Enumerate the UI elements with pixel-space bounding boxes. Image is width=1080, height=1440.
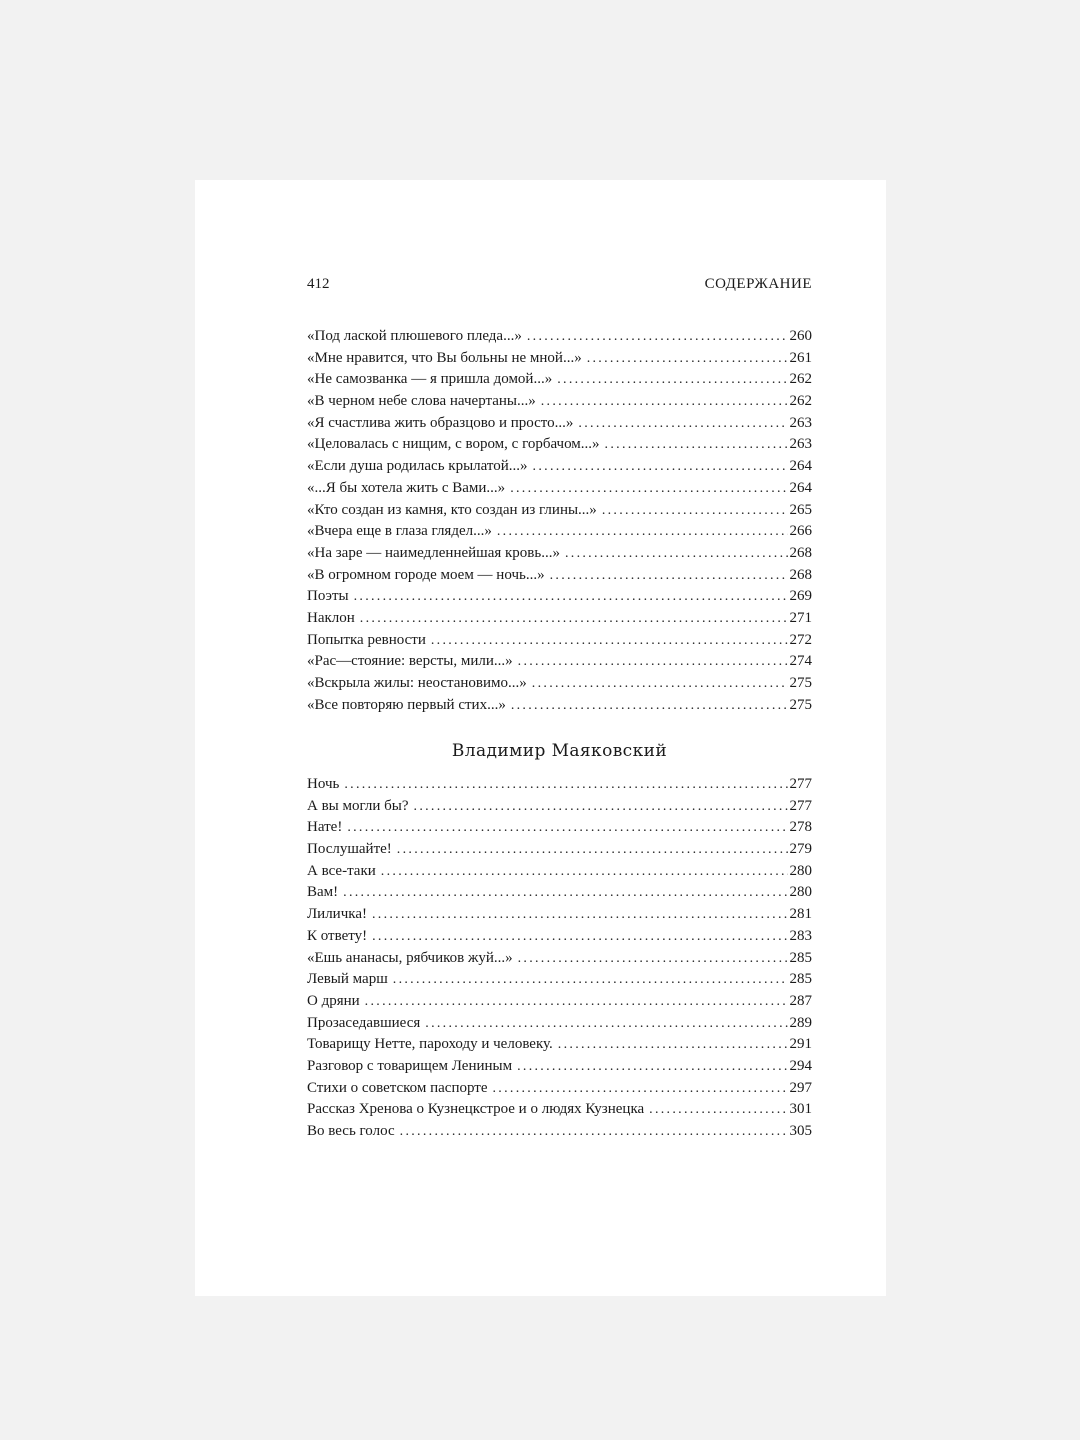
toc-leader-dots bbox=[649, 1099, 787, 1121]
toc-entry-title: Вам! bbox=[307, 884, 339, 901]
toc-entry-page: 263 bbox=[789, 436, 812, 453]
toc-entry-page: 272 bbox=[789, 631, 812, 648]
toc-entry bbox=[307, 991, 812, 1013]
toc-entry-title: А вы могли бы? bbox=[307, 797, 409, 814]
toc-entry-title: Левый марш bbox=[307, 971, 388, 988]
toc-leader-dots bbox=[400, 1121, 788, 1143]
toc-entry bbox=[307, 839, 812, 861]
section-heading: Владимир Маяковский bbox=[451, 741, 668, 761]
toc-entry bbox=[307, 1099, 812, 1121]
toc-entry bbox=[307, 478, 812, 500]
toc-entry bbox=[307, 1121, 812, 1143]
toc-entry-title: Поэты bbox=[307, 588, 349, 605]
toc-entry-page: 297 bbox=[789, 1079, 812, 1096]
toc-entry bbox=[307, 1034, 812, 1056]
toc-entry-title: «Если душа родилась крылатой...» bbox=[307, 458, 528, 475]
toc-entry-title: К ответу! bbox=[307, 927, 368, 944]
toc-leader-dots bbox=[511, 695, 788, 717]
toc-entry-page: 281 bbox=[789, 906, 812, 923]
toc-entry-page: 278 bbox=[789, 819, 812, 836]
toc-entry-page: 289 bbox=[789, 1014, 812, 1031]
toc-leader-dots bbox=[365, 991, 788, 1013]
toc-entry-page: 262 bbox=[789, 393, 812, 410]
toc-entry-page: 285 bbox=[789, 949, 812, 966]
toc-entry-page: 287 bbox=[789, 992, 812, 1009]
toc-entry-page: 274 bbox=[789, 653, 812, 670]
toc-entry-title: «Вчера еще в глаза глядел...» bbox=[307, 523, 492, 540]
toc-entry-title: «Все повторяю первый стих...» bbox=[307, 696, 506, 713]
toc-entry-page: 265 bbox=[789, 501, 812, 518]
toc-entry bbox=[307, 500, 812, 522]
book-page bbox=[195, 180, 886, 1296]
toc-entry-page: 285 bbox=[789, 971, 812, 988]
toc-entry bbox=[307, 969, 812, 991]
toc-entry-title: «Я счастлива жить образцово и просто...» bbox=[307, 414, 574, 431]
toc-entry bbox=[307, 521, 812, 543]
toc-entry-page: 260 bbox=[789, 328, 812, 344]
toc-entry-title: «Под лаской плюшевого пледа...» bbox=[307, 328, 522, 344]
toc-entry bbox=[307, 1056, 812, 1078]
toc-entry-title: «В черном небе слова начертаны...» bbox=[307, 393, 536, 410]
toc-entry-title: Наклон bbox=[307, 609, 355, 626]
toc-entry bbox=[307, 456, 812, 478]
toc-entry-page: 279 bbox=[789, 841, 812, 858]
toc-entry-page: 280 bbox=[789, 884, 812, 901]
toc-entry-title: «На заре — наимедленнейшая кровь...» bbox=[307, 544, 560, 561]
toc-entry bbox=[307, 369, 812, 391]
toc-entry-title: «Не самозванка — я пришла домой...» bbox=[307, 371, 553, 388]
toc-entry-page: 266 bbox=[789, 523, 812, 540]
toc-leader-dots bbox=[532, 673, 788, 695]
toc-list-section-1 bbox=[307, 326, 812, 716]
toc-entry bbox=[307, 543, 812, 565]
toc-leader-dots bbox=[414, 796, 788, 818]
toc-leader-dots bbox=[550, 565, 788, 587]
toc-entry-title: «...Я бы хотела жить с Вами...» bbox=[307, 479, 506, 496]
toc-leader-dots bbox=[527, 326, 788, 348]
toc-entry-page: 277 bbox=[789, 776, 812, 792]
running-title: СОДЕРЖАНИЕ bbox=[704, 276, 812, 292]
toc-entry bbox=[307, 673, 812, 695]
toc-entry-title: О дряни bbox=[307, 992, 360, 1009]
toc-entry-title: Попытка ревности bbox=[307, 631, 426, 648]
toc-leader-dots bbox=[381, 861, 788, 883]
toc-entry-title: Во весь голос bbox=[307, 1123, 395, 1139]
toc-entry-page: 305 bbox=[789, 1123, 812, 1139]
toc-entry-page: 277 bbox=[789, 797, 812, 814]
toc-entry-page: 269 bbox=[789, 588, 812, 605]
toc-entry bbox=[307, 817, 812, 839]
toc-leader-dots bbox=[605, 434, 788, 456]
toc-leader-dots bbox=[372, 926, 787, 948]
toc-entry-title: «Целовалась с нищим, с вором, с горбачом...» bbox=[307, 436, 600, 453]
toc-entry-page: 268 bbox=[789, 544, 812, 561]
toc-entry bbox=[307, 861, 812, 883]
toc-entry bbox=[307, 348, 812, 370]
toc-entry-title: Нате! bbox=[307, 819, 343, 836]
toc-entry bbox=[307, 695, 812, 717]
toc-entry bbox=[307, 586, 812, 608]
toc-entry bbox=[307, 926, 812, 948]
toc-leader-dots bbox=[518, 948, 788, 970]
toc-leader-dots bbox=[347, 817, 787, 839]
toc-leader-dots bbox=[587, 348, 788, 370]
toc-leader-dots bbox=[360, 608, 788, 630]
toc-entry-title: Разговор с товарищем Лениным bbox=[307, 1057, 513, 1074]
toc-entry-page: 264 bbox=[789, 458, 812, 475]
toc-leader-dots bbox=[497, 521, 788, 543]
toc-entry bbox=[307, 565, 812, 587]
toc-entry-title: Прозаседавшиеся bbox=[307, 1014, 421, 1031]
toc-leader-dots bbox=[518, 651, 788, 673]
toc-entry-title: Стихи о советском паспорте bbox=[307, 1079, 488, 1096]
toc-entry-title: «Вскрыла жилы: неостановимо...» bbox=[307, 675, 527, 691]
toc-entry-page: 301 bbox=[789, 1101, 812, 1118]
toc-entry-page: 283 bbox=[789, 927, 812, 944]
toc-leader-dots bbox=[393, 969, 788, 991]
toc-leader-dots bbox=[493, 1078, 788, 1100]
toc-entry bbox=[307, 1078, 812, 1100]
page-header bbox=[307, 276, 812, 296]
toc-entry-title: Рассказ Хренова о Кузнецкстрое и о людях Кузнецка bbox=[307, 1101, 645, 1118]
toc-leader-dots bbox=[397, 839, 788, 861]
toc-entry bbox=[307, 413, 812, 435]
toc-leader-dots bbox=[533, 456, 788, 478]
toc-entry-title: «Мне нравится, что Вы больны не мной...» bbox=[307, 349, 582, 366]
toc-entry-page: 275 bbox=[789, 675, 812, 691]
toc-leader-dots bbox=[565, 543, 788, 565]
toc-entry bbox=[307, 608, 812, 630]
toc-entry bbox=[307, 434, 812, 456]
toc-entry bbox=[307, 904, 812, 926]
toc-entry-title: «В огромном городе моем — ночь...» bbox=[307, 566, 545, 583]
toc-leader-dots bbox=[510, 478, 787, 500]
toc-leader-dots bbox=[343, 882, 787, 904]
toc-leader-dots bbox=[372, 904, 788, 926]
toc-leader-dots bbox=[425, 1013, 787, 1035]
toc-leader-dots bbox=[558, 1034, 788, 1056]
toc-entry-page: 264 bbox=[789, 479, 812, 496]
toc-leader-dots bbox=[431, 630, 788, 652]
toc-entry bbox=[307, 882, 812, 904]
toc-entry-page: 275 bbox=[789, 696, 812, 713]
toc-entry-page: 268 bbox=[789, 566, 812, 583]
toc-entry-title: А все-таки bbox=[307, 862, 376, 879]
toc-leader-dots bbox=[578, 413, 787, 435]
toc-entry-page: 263 bbox=[789, 414, 812, 431]
toc-entry bbox=[307, 391, 812, 413]
toc-leader-dots bbox=[517, 1056, 787, 1078]
toc-entry-page: 280 bbox=[789, 862, 812, 879]
toc-leader-dots bbox=[541, 391, 788, 413]
toc-entry bbox=[307, 948, 812, 970]
toc-entry-title: Послушайте! bbox=[307, 841, 392, 858]
toc-entry-title: «Рас—стояние: версты, мили...» bbox=[307, 653, 513, 670]
toc-entry-title: Лиличка! bbox=[307, 906, 367, 923]
toc-entry bbox=[307, 774, 812, 796]
toc-list-section-2 bbox=[307, 774, 812, 1143]
toc-leader-dots bbox=[354, 586, 788, 608]
toc-entry-title: «Ешь ананасы, рябчиков жуй...» bbox=[307, 949, 513, 966]
toc-entry-page: 262 bbox=[789, 371, 812, 388]
toc-entry bbox=[307, 1013, 812, 1035]
toc-entry-title: Товарищу Нетте, пароходу и человеку. bbox=[307, 1036, 553, 1053]
toc-entry-page: 271 bbox=[789, 609, 812, 626]
toc-entry bbox=[307, 796, 812, 818]
toc-entry bbox=[307, 651, 812, 673]
toc-leader-dots bbox=[344, 774, 787, 796]
toc-entry-page: 291 bbox=[789, 1036, 812, 1053]
toc-entry bbox=[307, 630, 812, 652]
toc-entry-title: Ночь bbox=[307, 776, 340, 792]
toc-entry bbox=[307, 326, 812, 348]
toc-entry-title: «Кто создан из камня, кто создан из глины...» bbox=[307, 501, 597, 518]
toc-entry-page: 294 bbox=[789, 1057, 812, 1074]
page-number: 412 bbox=[307, 276, 330, 292]
toc-leader-dots bbox=[557, 369, 787, 391]
toc-entry-page: 261 bbox=[789, 349, 812, 366]
toc-leader-dots bbox=[602, 500, 788, 522]
